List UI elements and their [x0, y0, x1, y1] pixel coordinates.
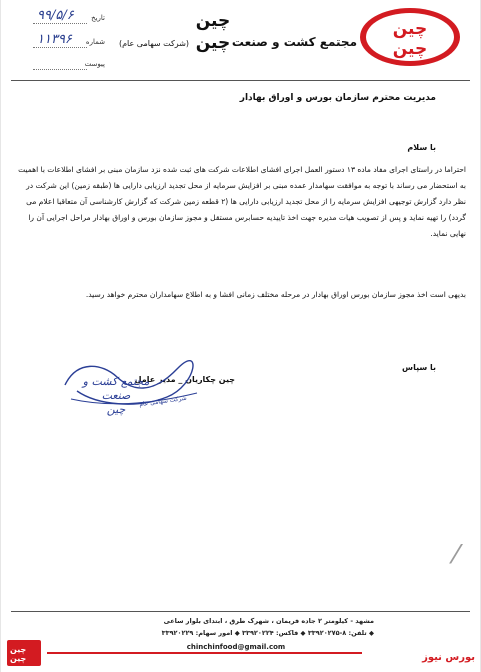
side-mark-icon: ⁄ — [453, 540, 459, 570]
attachment-line — [33, 69, 87, 70]
brand-top: چین — [195, 11, 231, 31]
footer-accent-bar — [47, 652, 362, 654]
stamp-text — [71, 375, 161, 417]
footer-logo-text: چین چین — [10, 645, 27, 663]
footer-contacts: ◆ تلفن: ۸-۳۳۹۲۰۲۷۵ ◆ فاکس: ۳۳۹۲۰۲۲۴ ◆ امور سهام: ۳۳۹۲۰۲۲۹ — [161, 629, 374, 637]
company-type: (شرکت سهامی عام) — [118, 39, 190, 48]
number-value: ۱۱۳۹۶ — [37, 32, 72, 47]
footer-divider — [11, 611, 470, 612]
salutation: با سلام — [407, 143, 436, 152]
date-line — [33, 23, 87, 24]
date-value: ۹۹/۵/۶ — [37, 8, 74, 23]
footer-logo — [7, 640, 41, 666]
brand-bottom: چین — [195, 33, 231, 53]
signer-name: چین چکاریان _ مدیر عامل — [134, 375, 235, 384]
stamp-line-1: مجتمع کشت و صنعت — [82, 375, 150, 402]
attachment-label: پیوست — [84, 60, 105, 68]
number-field — [33, 32, 105, 50]
company-logo — [358, 6, 462, 68]
footer-email: chinchinfood@gmail.com — [186, 643, 286, 651]
recipient-line: مدیریت محترم سازمان بورس و اوراق بهادار — [239, 93, 436, 103]
attachment-field — [33, 58, 105, 72]
closing: با سپاس — [402, 363, 436, 372]
company-name: مجتمع کشت و صنعت — [231, 35, 357, 49]
stamp-type: شرکت سهامی عام — [138, 394, 188, 409]
date-field — [33, 8, 105, 26]
paragraph-2: بدیهی است اخذ مجوز سازمان بورس اوراق بهادار در مرحله مختلف زمانی افشا و به اطلاع سهامداران محترم خواهد رسید. — [85, 290, 466, 299]
logo-text-bottom: چین — [392, 39, 428, 59]
header-divider — [11, 80, 470, 81]
logo-text-top: چین — [392, 19, 428, 39]
paragraph-1: احتراما در راستای اجرای مفاد ماده ۱۳ دستور العمل اجرای افشای اطلاعات شرکت های ثبت شده نزد سازمان مبنی بر افشای اطلاعات با اهمیت به استحضار می رساند با توجه به موافقت سهامدار عمده مبنی بر افزایش سرمایه از محل تجدید ارزیابی دارایی ها (طبقه زمین) این شرکت در نظر دارد گزارش توجیهی افزایش سرمایه را از محل تجدید ارزیابی دارایی ها (۲ قطعه زمین شرکت که گزارش کارشناسی آن متعاقبا اعلام می گردد) را تهیه نماید و پس از تصویب هیات مدیره جهت اخذ تاییدیه حسابرس مستقل و مجوز سازمان بورس و اوراق بهادار مراحل اجرایی آن را نهایی نماید. — [18, 165, 466, 238]
number-line — [33, 47, 87, 48]
watermark: بورس نیوز — [422, 652, 475, 663]
footer-address: مشهد - کیلومتر ۲ جاده فریمان ، شهرک طرق ، ابتدای بلوار ساعی — [163, 617, 374, 625]
stamp-line-2: چین — [106, 403, 126, 416]
number-label: شماره — [85, 38, 105, 46]
date-label: تاریخ — [91, 14, 105, 22]
